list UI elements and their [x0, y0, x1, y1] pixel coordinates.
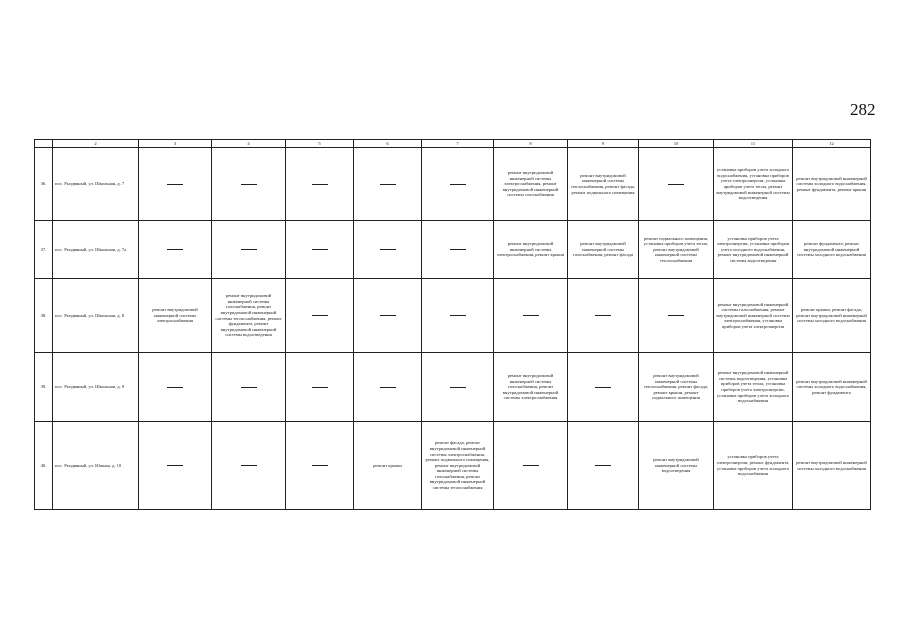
empty-cell: [568, 279, 639, 353]
dash-mark: [312, 387, 328, 388]
empty-cell: [568, 353, 639, 422]
empty-cell: [286, 279, 354, 353]
work-cell: ремонт внутридомовой инженерной системы холодного водоснабжения, ремонт фундамента, ремонт крыши: [793, 148, 871, 221]
work-cell: ремонт внутридомовой инженерной системы газоснабжения, ремонт внутридомовой инженерной системы электроснабжения, установка приборов учета электроэнергии: [714, 279, 793, 353]
work-cell: установка приборов учета холодного водоснабжения, установка приборов учета электроэнергии, установка приборов учета тепла, ремонт внутридомовой инженерной системы водоотведения: [714, 148, 793, 221]
dash-mark: [380, 249, 396, 250]
header-cell: 7: [422, 140, 494, 148]
header-row: [35, 140, 871, 148]
work-cell: установка приборов учета электроэнергии, ремонт фундамента, установка приборов учета холодного водоснабжения: [714, 422, 793, 510]
table-row: [35, 422, 871, 510]
table-row: [35, 221, 871, 279]
empty-cell: [568, 422, 639, 510]
empty-cell: [422, 221, 494, 279]
dash-mark: [241, 184, 257, 185]
header-cell: 4: [212, 140, 286, 148]
work-cell: ремонт внутридомовой инженерной системы водоотведения, установка приборов учета тепла, установка приборов учета электроэнергии, установка приборов учета холодного водоснабжения: [714, 353, 793, 422]
empty-cell: [354, 148, 422, 221]
dash-mark: [380, 184, 396, 185]
work-cell: ремонт внутридомовой инженерной системы холодного водоснабжения: [793, 422, 871, 510]
repair-schedule-table: [34, 139, 871, 510]
dash-mark: [167, 249, 183, 250]
dash-mark: [450, 387, 466, 388]
work-cell: ремонт фасада, ремонт внутридомовой инженерной системы электроснабжения, ремонт подвального помещения, ремонт внутридомовой инженерной системы газоснабжения, ремонт внутридомовой инженерной системы теплоснабжения: [422, 422, 494, 510]
empty-cell: [494, 279, 568, 353]
row-number: 36.: [35, 148, 53, 221]
header-cell: 11: [714, 140, 793, 148]
row-number: 38.: [35, 279, 53, 353]
work-cell: ремонт крыши: [354, 422, 422, 510]
page-number: 282: [850, 100, 876, 119]
dash-mark: [167, 465, 183, 466]
header-cell: 5: [286, 140, 354, 148]
address-cell: пос. Рыздвяный, ул. Школьная, д. 7: [53, 148, 139, 221]
dash-mark: [523, 315, 539, 316]
header-cell: 9: [568, 140, 639, 148]
dash-mark: [380, 387, 396, 388]
empty-cell: [354, 353, 422, 422]
empty-cell: [139, 353, 212, 422]
dash-mark: [312, 465, 328, 466]
header-cell: 8: [494, 140, 568, 148]
work-cell: ремонт внутридомовой инженерной системы газоснабжения, ремонт внутридомовой инженерной системы электроснабжения: [494, 353, 568, 422]
dash-mark: [241, 387, 257, 388]
header-cell: 2: [53, 140, 139, 148]
header-cell: 3: [139, 140, 212, 148]
work-cell: ремонт крыши, ремонт фасада, ремонт внутридомовой инженерной системы холодного водоснабжения: [793, 279, 871, 353]
dash-mark: [450, 184, 466, 185]
work-cell: ремонт внутридомовой инженерной системы электроснабжения: [139, 279, 212, 353]
empty-cell: [286, 353, 354, 422]
empty-cell: [139, 148, 212, 221]
work-cell: ремонт внутридомовой инженерной системы электроснабжения, ремонт крыши: [494, 221, 568, 279]
dash-mark: [241, 249, 257, 250]
work-cell: ремонт внутридомовой инженерной системы теплоснабжения, ремонт фасада, ремонт крыши, ремонт подвального помещения: [639, 353, 714, 422]
address-cell: пос. Рыздвяный, ул. Школьная, д. 9: [53, 353, 139, 422]
empty-cell: [212, 221, 286, 279]
empty-cell: [286, 221, 354, 279]
dash-mark: [241, 465, 257, 466]
empty-cell: [639, 279, 714, 353]
row-number: 39.: [35, 353, 53, 422]
dash-mark: [312, 249, 328, 250]
row-number: 37.: [35, 221, 53, 279]
header-cell: 12: [793, 140, 871, 148]
dash-mark: [668, 184, 684, 185]
header-cell: 10: [639, 140, 714, 148]
dash-mark: [380, 315, 396, 316]
work-cell: ремонт внутридомовой инженерной системы холодного водоснабжения, ремонт фундамента: [793, 353, 871, 422]
table-row: [35, 353, 871, 422]
table-row: [35, 148, 871, 221]
table-row: [35, 279, 871, 353]
work-cell: ремонт внутридомовой инженерной системы газоснабжения, ремонт фасада: [568, 221, 639, 279]
work-cell: ремонт внутридомовой инженерной системы газоснабжения, ремонт внутридомовой инженерной системы теплоснабжения, ремонт фундамента, ремонт внутридомовой инженерной системы водоотведения: [212, 279, 286, 353]
empty-cell: [422, 148, 494, 221]
dash-mark: [523, 465, 539, 466]
empty-cell: [354, 221, 422, 279]
address-cell: пос. Рыздвяный, ул. Школьная, д. 8: [53, 279, 139, 353]
dash-mark: [167, 387, 183, 388]
row-number: 40.: [35, 422, 53, 510]
dash-mark: [595, 465, 611, 466]
header-cell: [35, 140, 53, 148]
empty-cell: [639, 148, 714, 221]
dash-mark: [668, 315, 684, 316]
work-cell: ремонт фундамента, ремонт внутридомовой инженерной системы холодного водоснабжения: [793, 221, 871, 279]
empty-cell: [354, 279, 422, 353]
address-cell: пос. Рыздвяный, ул. Школьная, д. 7а: [53, 221, 139, 279]
empty-cell: [212, 148, 286, 221]
empty-cell: [494, 422, 568, 510]
work-cell: ремонт подвального помещения, установка приборов учета тепла, ремонт внутридомовой инженерной системы теплоснабжения: [639, 221, 714, 279]
work-cell: ремонт внутридомовой инженерной системы электроснабжения, ремонт внутридомовой инженерной системы газоснабжения: [494, 148, 568, 221]
dash-mark: [450, 315, 466, 316]
address-cell: пос. Рыздвяный, ул. Южная, д. 10: [53, 422, 139, 510]
dash-mark: [312, 315, 328, 316]
dash-mark: [595, 387, 611, 388]
dash-mark: [312, 184, 328, 185]
empty-cell: [139, 422, 212, 510]
dash-mark: [167, 184, 183, 185]
work-cell: установка приборов учета электроэнергии, установка приборов учета холодного водоснабжения, ремонт внутридомовой инженерной системы водоотведения: [714, 221, 793, 279]
work-cell: ремонт внутридомовой инженерной системы теплоснабжения, ремонт фасада, ремонт подвального помещения: [568, 148, 639, 221]
empty-cell: [139, 221, 212, 279]
dash-mark: [450, 249, 466, 250]
work-cell: ремонт внутридомовой инженерной системы водоотведения: [639, 422, 714, 510]
empty-cell: [422, 279, 494, 353]
empty-cell: [286, 422, 354, 510]
dash-mark: [595, 315, 611, 316]
empty-cell: [286, 148, 354, 221]
header-cell: 6: [354, 140, 422, 148]
empty-cell: [422, 353, 494, 422]
empty-cell: [212, 353, 286, 422]
empty-cell: [212, 422, 286, 510]
